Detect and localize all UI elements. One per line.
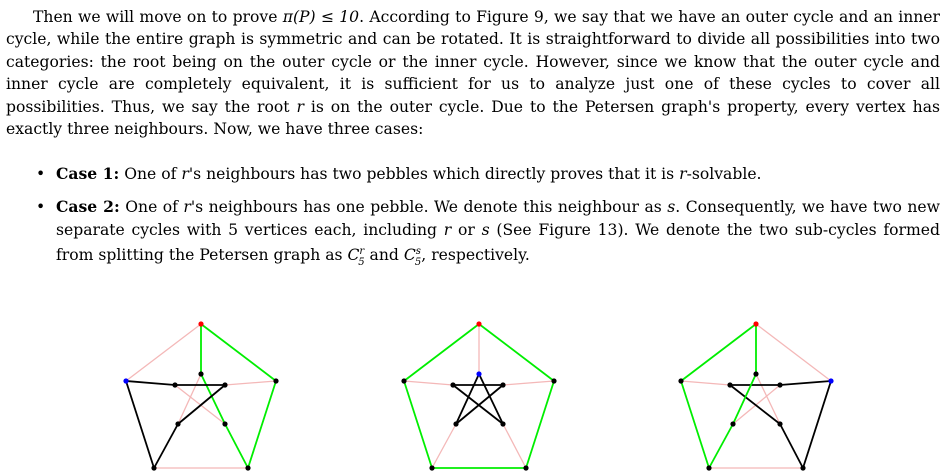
vertex xyxy=(500,382,505,387)
vertex xyxy=(727,382,732,387)
case-label: Case 2: xyxy=(56,197,120,217)
case-list xyxy=(0,163,947,274)
math-inline: r xyxy=(296,97,304,116)
cycle-s-edge xyxy=(126,381,154,468)
vertex xyxy=(450,382,455,387)
vertex xyxy=(222,382,227,387)
pink-edge xyxy=(178,374,201,424)
vertex xyxy=(198,371,203,376)
paragraph-text: . According to Figure 9, we say that we have an outer cycle and an inner cycle, while the entire graph is symmetric and can be rotated. It is straightforward to divide all possibilities into two categories: the root being on the outer cycle or the inner cycle. However, since we know that the outer cycle and inner cycle are completely equivalent, it is sufficient for us to analyze just one of these cycles to cover all possibilities. Thus, we say the root xyxy=(6,8,940,116)
cycle-r-edge xyxy=(709,424,733,468)
cycle-s-edge xyxy=(780,381,831,385)
case-2-item: • Case 2: One of r's neighbours has one pebble. We denote this neighbour as s. Consequently, we have two new separate cycles with 5 vertices each, including r or s (See Figure 13). We denote the two sub-cycles formed from splitting the Petersen graph as $C^r_5$ and $C^s_5$, respectively. xyxy=(36,197,941,268)
pink-edge xyxy=(503,424,526,468)
cycle-r-edge xyxy=(681,381,709,468)
petersen-graphs-svg xyxy=(0,310,947,476)
case-1-item: • Case 1: One of r's neighbours has two pebbles which directly proves that it is r-solvable. xyxy=(0,163,947,185)
pink-edge xyxy=(503,381,554,385)
pink-edge xyxy=(404,381,453,385)
neighbour-vertex-s xyxy=(828,378,833,383)
vertex xyxy=(551,378,556,383)
cycle-r-edge xyxy=(225,424,248,468)
vertex xyxy=(175,421,180,426)
cycle-r-edge xyxy=(479,324,554,381)
pink-edge xyxy=(756,324,831,381)
cycle-r-edge xyxy=(248,381,276,468)
pink-edge xyxy=(681,381,730,385)
cycle-s-edge xyxy=(126,381,175,385)
bullet-marker: • xyxy=(36,198,46,217)
vertex xyxy=(500,421,505,426)
sub-cycle-s: $C^s_5$ xyxy=(403,246,422,268)
cycle-r-edge xyxy=(404,324,479,381)
pink-edge xyxy=(756,374,780,424)
pink-edge xyxy=(432,424,456,468)
root-vertex-r xyxy=(476,321,481,326)
cycle-r-edge xyxy=(201,374,225,424)
case-label: Case 1: xyxy=(56,164,120,183)
neighbour-vertex-s xyxy=(123,378,128,383)
neighbour-vertex-s xyxy=(476,371,481,376)
pink-edge xyxy=(225,381,276,385)
vertex xyxy=(172,382,177,387)
cycle-r-edge xyxy=(404,381,432,468)
cycle-r-edge xyxy=(526,381,554,468)
vertex xyxy=(453,421,458,426)
vertex xyxy=(753,371,758,376)
petersen-figures xyxy=(0,310,947,476)
vertex xyxy=(523,465,528,470)
cycle-s-edge xyxy=(780,424,803,468)
math-inline: π(P) ≤ 10 xyxy=(282,8,360,26)
root-vertex-r xyxy=(753,321,758,326)
vertex xyxy=(401,378,406,383)
paragraph-text: Then we will move on to prove xyxy=(33,8,283,26)
cycle-s-edge xyxy=(803,381,831,468)
vertex xyxy=(777,382,782,387)
vertex xyxy=(800,465,805,470)
cycle-r-edge xyxy=(201,324,276,381)
vertex xyxy=(777,421,782,426)
vertex xyxy=(273,378,278,383)
vertex xyxy=(730,421,735,426)
cycle-s-edge xyxy=(456,374,479,424)
vertex xyxy=(151,465,156,470)
vertex xyxy=(245,465,250,470)
bullet-marker: • xyxy=(36,165,46,183)
pink-edge xyxy=(126,324,201,381)
cycle-r-edge xyxy=(681,324,756,381)
vertex xyxy=(222,421,227,426)
intro-paragraph xyxy=(6,6,940,140)
cycle-r-edge xyxy=(733,374,756,424)
vertex xyxy=(706,465,711,470)
vertex xyxy=(429,465,434,470)
paragraph-text: is on the outer cycle. Due to the Petersen graph's property, every vertex has exactly three neighbours. Now, we have three cases: xyxy=(6,97,940,139)
cycle-s-edge xyxy=(154,424,178,468)
vertex xyxy=(678,378,683,383)
sub-cycle-r: $C^r_5$ xyxy=(347,246,365,268)
cycle-s-edge xyxy=(479,374,503,424)
root-vertex-r xyxy=(198,321,203,326)
